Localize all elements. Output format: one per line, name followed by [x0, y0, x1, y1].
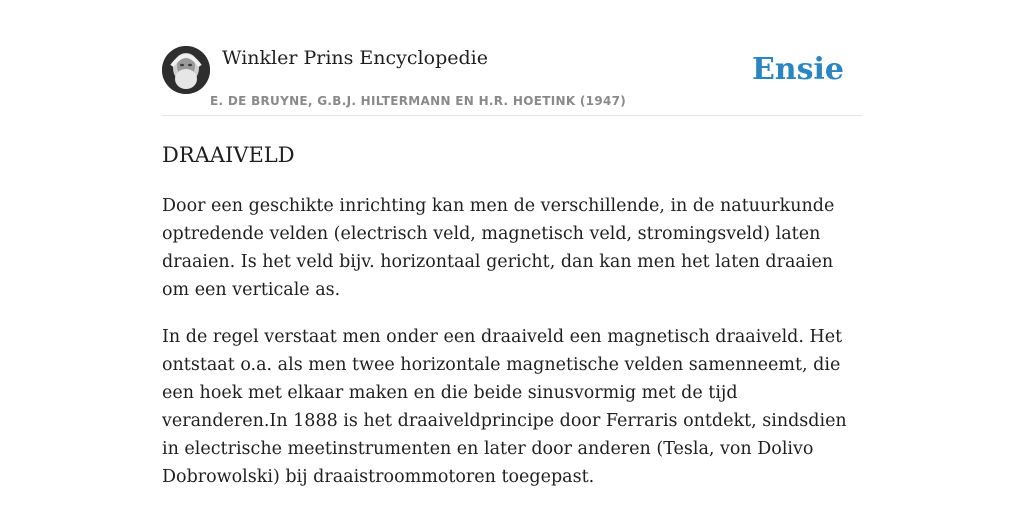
brand-logo[interactable]: Ensie [751, 52, 844, 87]
avatar[interactable] [162, 46, 210, 94]
portrait-image [162, 46, 210, 94]
publication-authors: E. DE BRUYNE, G.B.J. HILTERMANN EN H.R. HOETINK (1947) [210, 94, 627, 108]
article-paragraph: Door een geschikte inrichting kan men de verschillende, in de natuurkunde optredende velden (electrisch veld, magnetisch veld, stromingsveld) laten draaien. Is het veld bijv. horizontaal gericht, dan kan men het laten draaien om een verticale as. [162, 196, 835, 300]
article-title: DRAAIVELD [162, 143, 295, 167]
article-paragraph: In de regel verstaat men onder een draaiveld een magnetisch draaiveld. Het ontstaat o.a. als men twee horizontale magnetische velden samenneemt, die een hoek met elkaar maken en die beide sinusvormig met de tijd veranderen.In 1888 is het draaiveldprincipe door Ferraris ontdekt, sindsdien in electrische meetinstrumenten en later door anderen (Tesla, von Dolivo Dobrowolski) bij draaistroommotoren toegepast. [162, 327, 847, 487]
article-body [162, 192, 862, 510]
publication-title[interactable]: Winkler Prins Encyclopedie [222, 47, 488, 69]
publication-header [162, 46, 862, 116]
